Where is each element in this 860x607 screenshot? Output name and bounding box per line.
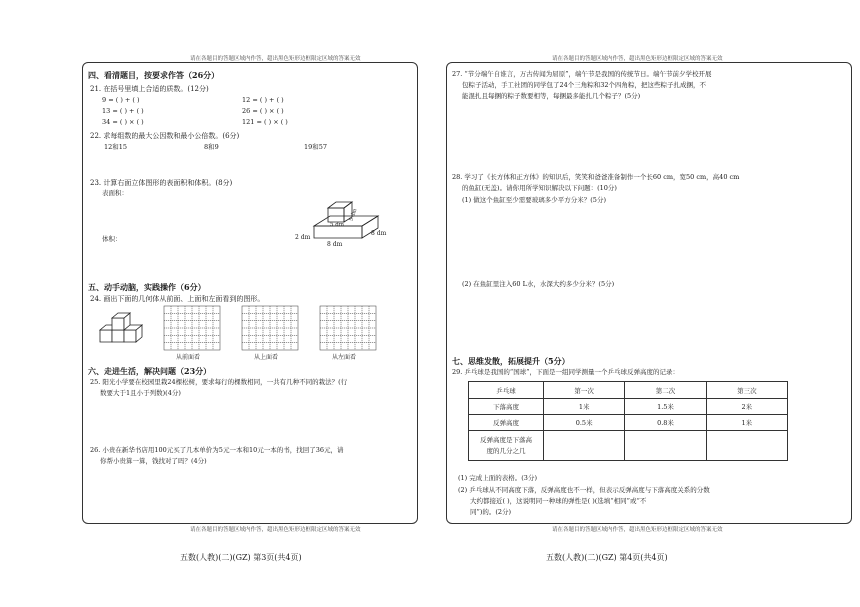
surface-area-label: 表面积： xyxy=(102,189,128,197)
bounce-record-table xyxy=(468,381,788,461)
number-pair: 8和9 xyxy=(204,143,219,151)
ratio-label: 度的几分之几 xyxy=(486,446,526,455)
dimension-label: 2 dm xyxy=(295,234,311,241)
section-title: 四、看清题目，按要求作答（26分） xyxy=(88,70,220,80)
bottom-notice: 请在各题目的答题区域内作答，超出黑色矩形边框限定区域的答案无效 xyxy=(552,527,723,533)
question-text: (1) 完成上面的表格。(3分) xyxy=(458,474,537,482)
question-text: 26. 小贵在新华书店用100元买了几本单价为5元一本和10元一本的书，找回了36元，请 xyxy=(90,446,344,454)
volume-label: 体积： xyxy=(102,235,122,243)
top-notice: 请在各题目的答题区域内作答，超出黑色矩形边框限定区域的答案无效 xyxy=(190,56,361,62)
question-text: (1) 做这个鱼缸至少需要玻璃多少平方分米？(5分) xyxy=(462,196,606,204)
view-label-top: 从上面看 xyxy=(254,354,279,361)
fill-blank[interactable]: 12 = ( ) + ( ) xyxy=(242,96,284,104)
question-text: 同”)的。(2分) xyxy=(470,508,512,516)
question-text: 25. 阳光小学要在校园里栽24棵松树，要求每行的棵数相同，一共有几种不同的栽法？(行 xyxy=(90,378,348,386)
dimension-label: 5 dm xyxy=(330,222,344,228)
table-header: 第三次 xyxy=(706,382,787,399)
bottom-notice: 请在各题目的答题区域内作答，超出黑色矩形边框限定区域的答案无效 xyxy=(190,527,361,533)
view-label-left: 从左面看 xyxy=(332,354,357,361)
question-text: 的鱼缸(无盖)。请你用所学知识解决以下问题：(10分) xyxy=(462,184,617,192)
section-title: 七、思维发散，拓展提升（5分） xyxy=(452,356,570,366)
question-prompt: 24. 画出下面的几何体从前面、上面和左面看到的图形。 xyxy=(90,295,265,303)
cube-front-face xyxy=(328,208,344,222)
question-text: 数要大于1且小于列数)(4分) xyxy=(100,389,181,397)
fill-blank[interactable]: 26 = ( ) × ( ) xyxy=(242,107,284,115)
page-footer: 五数(人教)(二)(GZ) 第4页(共4页) xyxy=(546,553,668,562)
table-cell: 2米 xyxy=(706,399,787,415)
dimension-label: 5 dm xyxy=(348,207,359,223)
answer-cell[interactable] xyxy=(706,431,787,461)
fill-blank[interactable]: 13 = ( ) + ( ) xyxy=(102,107,144,115)
dimension-label: 8 dm xyxy=(327,241,343,248)
table-cell: 下落高度 xyxy=(469,399,544,415)
table-cell: 0.5米 xyxy=(544,415,625,431)
section-title: 五、动手动脑，实践操作（6分） xyxy=(88,282,206,292)
dimension-label: 8 dm xyxy=(371,230,387,237)
ratio-label: 反弹高度是下落高 xyxy=(480,435,532,444)
section-title: 六、走进生活，解决问题（23分） xyxy=(88,366,212,376)
table-cell: 1米 xyxy=(706,415,787,431)
answer-cell[interactable] xyxy=(625,431,706,461)
question-prompt: 23. 计算右面立体图形的表面积和体积。(8分) xyxy=(90,179,233,187)
drawing-grid-top[interactable] xyxy=(242,306,298,350)
fill-blank[interactable]: 34 = ( ) × ( ) xyxy=(102,118,144,126)
table-header: 第一次 xyxy=(544,382,625,399)
view-label-front: 从前面看 xyxy=(176,354,201,361)
question-prompt: 22. 求每组数的最大公因数和最小公倍数。(6分) xyxy=(90,132,240,140)
number-pair: 12和15 xyxy=(104,143,128,151)
question-text: 你帮小贵算一算，钱找对了吗？(4分) xyxy=(100,457,207,465)
drawing-grid-left[interactable] xyxy=(320,306,376,350)
cube-stack-diagram xyxy=(96,312,156,352)
answer-cell[interactable] xyxy=(544,431,625,461)
question-text: 29. 乒乓球是我国的“国球”，下面是一组同学测量一个乒乓球反弹高度的记录： xyxy=(452,368,680,376)
question-text: 28. 学习了《长方体和正方体》的知识后，笑笑和爸爸准备制作一个长60 cm，宽50 cm，高40 cm xyxy=(452,173,740,181)
number-pair: 19和57 xyxy=(304,143,328,151)
question-text: 大约都接近( )，这说明同一种球的弹性是( )(选填“相同”或“不 xyxy=(470,497,647,505)
question-prompt: 21. 在括号里填上合适的质数。(12分) xyxy=(90,85,209,93)
right-page xyxy=(430,0,860,607)
table-cell: 1.5米 xyxy=(625,399,706,415)
table-cell xyxy=(469,431,544,461)
top-notice: 请在各题目的答题区域内作答，超出黑色矩形边框限定区域的答案无效 xyxy=(552,56,723,62)
table-header: 乒乓球 xyxy=(469,382,544,399)
page-footer: 五数(人教)(二)(GZ) 第3页(共4页) xyxy=(180,553,302,562)
fill-blank[interactable]: 9 = ( ) + ( ) xyxy=(102,96,140,104)
table-cell: 0.8米 xyxy=(625,415,706,431)
drawing-grid-front[interactable] xyxy=(164,306,220,350)
question-text: (2) 乒乓球从不同高度下落，反弹高度也不一样，但表示反弹高度与下落高度关系的分数 xyxy=(458,486,710,494)
question-text: 包粽子活动，手工社团的同学包了24个三角粽和32个四角粽，把这些粽子扎成捆，不 xyxy=(462,81,707,89)
fill-blank[interactable]: 121 = ( ) × ( ) xyxy=(242,118,288,126)
table-cell: 1米 xyxy=(544,399,625,415)
question-text: (2) 在鱼缸里注入60 L水，水深大约多少分米？(5分) xyxy=(462,280,615,288)
question-text: 能混扎且每捆的粽子数要相等，每捆最多能扎几个粽子？(5分) xyxy=(462,92,641,100)
question-text: 27. “节分端午自谁言，万古传闻为屈原”，端午节是我国的传统节日。端午节前夕学校开展 xyxy=(452,70,712,78)
table-header: 第二次 xyxy=(625,382,706,399)
table-cell: 反弹高度 xyxy=(469,415,544,431)
